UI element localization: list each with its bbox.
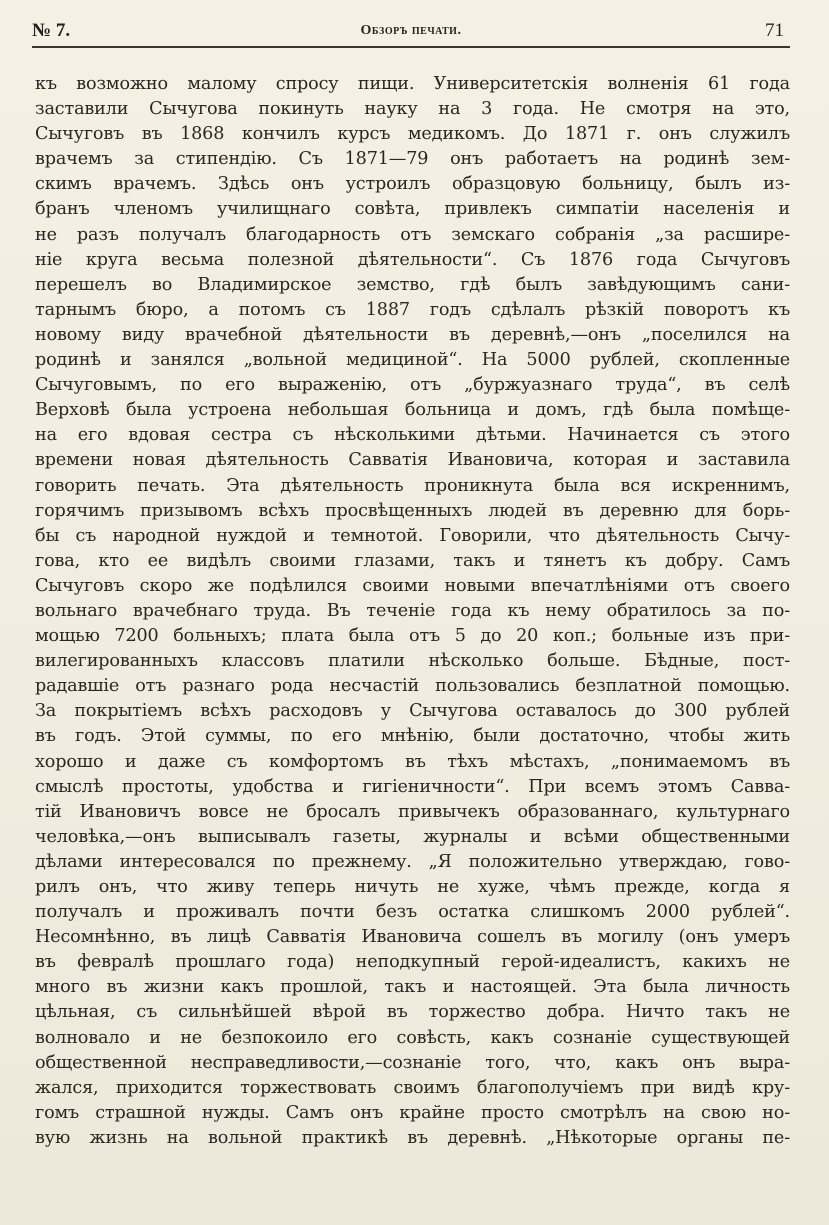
text-line: Несомнѣнно, въ лицѣ Савватія Ивановича сошелъ въ могилу (онъ умеръ [35,927,790,948]
text-line: не разъ получалъ благодарность отъ земскаго собранія „за расшире- [35,224,790,245]
text-line: родинѣ и занялся „вольной медициной“. На 5000 рублей, скопленные [35,350,790,371]
text-line: смыслѣ простоты, удобства и гигіеничности“. При всемъ этомъ Савва- [35,776,790,797]
text-line: горячимъ призывомъ всѣхъ просвѣщенныхъ людей въ деревню для борь- [35,500,790,521]
text-line: къ возможно малому спросу пищи. Университетскія волненія 61 года [35,74,790,94]
body-text [35,72,790,1151]
text-line: тарнымъ бюро, а потомъ съ 1887 годъ сдѣлалъ рѣзкій поворотъ къ [35,299,790,320]
running-header [32,20,790,46]
text-line: жался, приходится торжествовать своимъ благополучіемъ при видѣ кру- [35,1077,790,1098]
text-line: общественной несправедливости,—сознаніе того, что, какъ онъ выра- [35,1052,790,1073]
text-line: бранъ членомъ училищнаго совѣта, привлекъ симпатіи населенія и [35,199,790,220]
text-line: рилъ онъ, что живу теперь ничуть не хуже, чѣмъ прежде, когда я [35,877,790,897]
text-line: Сычуговымъ, по его выраженію, отъ „буржуазнаго труда“, въ селѣ [35,375,790,396]
text-line: вольнаго врачебнаго труда. Въ теченіе года къ нему обратилось за по- [35,600,790,621]
text-line: мощью 7200 больныхъ; плата была отъ 5 до 20 коп.; больные изъ при- [35,626,790,647]
text-line: ніе круга весьма полезной дѣятельности“. Съ 1876 года Сычуговъ [35,249,790,270]
text-line: бы съ народной нуждой и темнотой. Говорили, что дѣятельность Сычу- [35,525,790,546]
text-line: За покрытіемъ всѣхъ расходовъ у Сычугова оставалось до 300 рублей [35,701,790,722]
text-line: на его вдовая сестра съ нѣсколькими дѣтьми. Начинается съ этого [35,425,790,446]
text-line: времени новая дѣятельность Савватія Ивановича, которая и заставила [35,450,790,471]
text-line: Сычуговъ скоро же подѣлился своими новыми впечатлѣніями отъ своего [35,575,790,596]
section-title: Обзоръ печати. [360,23,462,38]
page-number: 71 [765,20,784,41]
text-line: волновало и не безпокоило его совѣсть, какъ сознаніе существующей [35,1027,790,1048]
text-line: Верховѣ была устроена небольшая больница и домъ, гдѣ была помѣще- [35,400,790,421]
text-line: цѣльная, съ сильнѣйшей вѣрой въ торжество добра. Ничто такъ не [35,1002,790,1023]
text-line: перешелъ во Владимирское земство, гдѣ былъ завѣдующимъ сани- [35,274,790,295]
text-line: заставили Сычугова покинуть науку на 3 года. Не смотря на это, [35,99,790,120]
text-line: вилегированныхъ классовъ платили нѣсколько больше. Бѣдные, пост- [35,651,790,672]
text-line: Сычуговъ въ 1868 кончилъ курсъ медикомъ. До 1871 г. онъ служилъ [35,124,790,145]
text-line: скимъ врачемъ. Здѣсь онъ устроилъ образцовую больницу, былъ из- [35,174,790,195]
header-rule [32,46,790,48]
text-line: въ февралѣ прошлаго года) неподкупный герой-идеалистъ, какихъ не [35,952,790,973]
text-line: тій Ивановичъ вовсе не бросалъ привычекъ образованнаго, культурнаго [35,801,790,822]
text-line: вую жизнь на вольной практикѣ въ деревнѣ. „Нѣкоторые органы пе- [35,1127,790,1148]
text-line: гомъ страшной нужды. Самъ онъ крайне просто смотрѣлъ на свою но- [35,1102,790,1123]
text-line: дѣлами интересовался по прежнему. „Я положительно утверждаю, гово- [35,851,790,872]
text-line: человѣка,—онъ выписывалъ газеты, журналы и всѣми общественными [35,826,790,847]
text-line: радавшіе отъ разнаго рода несчастій пользовались безплатной помощью. [35,676,790,697]
text-line: хорошо и даже съ комфортомъ въ тѣхъ мѣстахъ, „понимаемомъ въ [35,751,790,772]
issue-number: № 7. [32,20,71,41]
text-line: говорить печать. Эта дѣятельность проникнута была вся искреннимъ, [35,475,790,496]
text-line: гова, кто ее видѣлъ своими глазами, такъ и тянетъ къ добру. Самъ [35,550,790,571]
text-line: врачемъ за стипендію. Съ 1871—79 онъ работаетъ на родинѣ зем- [35,149,790,170]
text-line: новому виду врачебной дѣятельности въ деревнѣ,—онъ „поселился на [35,324,790,345]
text-line: получалъ и проживалъ почти безъ остатка слишкомъ 2000 рублей“. [35,902,790,923]
text-line: въ годъ. Этой суммы, по его мнѣнію, были достаточно, чтобы жить [35,726,790,747]
text-line: много въ жизни какъ прошлой, такъ и настоящей. Эта была личность [35,977,790,998]
